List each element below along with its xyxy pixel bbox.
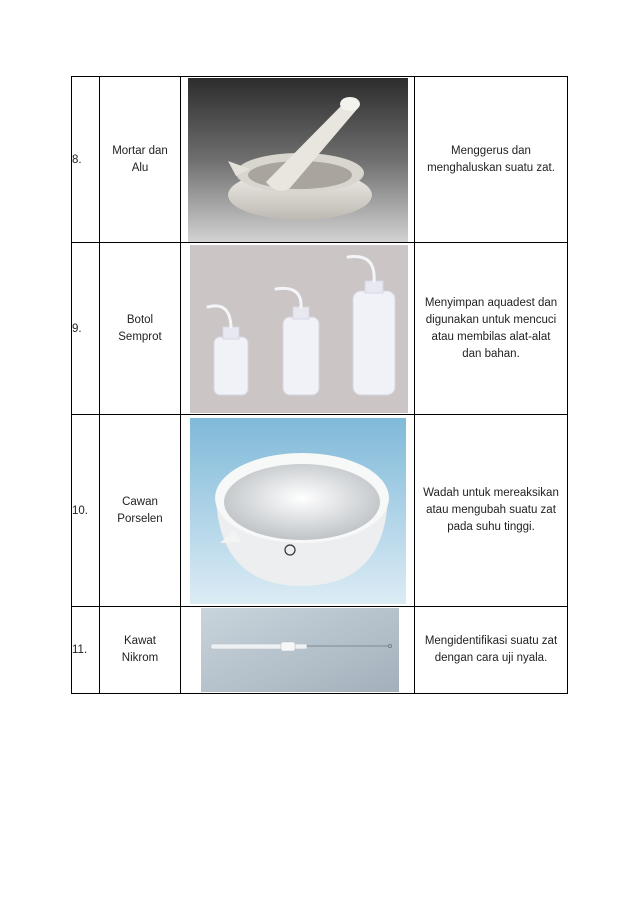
row-number: 11. (72, 607, 100, 694)
wash-bottle-icon (190, 245, 408, 413)
equipment-description: Menggerus dan menghaluskan suatu zat. (415, 77, 568, 243)
equipment-photo (181, 77, 415, 243)
equipment-photo (181, 607, 415, 694)
equipment-name: Botol Semprot (100, 243, 181, 415)
equipment-photo (181, 415, 415, 607)
table-row (72, 607, 568, 694)
row-number: 9. (72, 243, 100, 415)
table-row (72, 77, 568, 243)
table-row (72, 415, 568, 607)
row-number: 8. (72, 77, 100, 243)
nichrome-wire-icon (201, 608, 399, 692)
equipment-description: Mengidentifikasi suatu zat dengan cara uji nyala. (415, 607, 568, 694)
table-row (72, 243, 568, 415)
equipment-name: Cawan Porselen (100, 415, 181, 607)
equipment-name: Mortar dan Alu (100, 77, 181, 243)
mortar-pestle-icon (188, 78, 408, 242)
evaporating-dish-icon (190, 418, 406, 604)
row-number: 10. (72, 415, 100, 607)
equipment-name: Kawat Nikrom (100, 607, 181, 694)
equipment-table (71, 76, 568, 694)
equipment-description: Wadah untuk mereaksikan atau mengubah suatu zat pada suhu tinggi. (415, 415, 568, 607)
equipment-photo (181, 243, 415, 415)
equipment-description: Menyimpan aquadest dan digunakan untuk mencuci atau membilas alat-alat dan bahan. (415, 243, 568, 415)
